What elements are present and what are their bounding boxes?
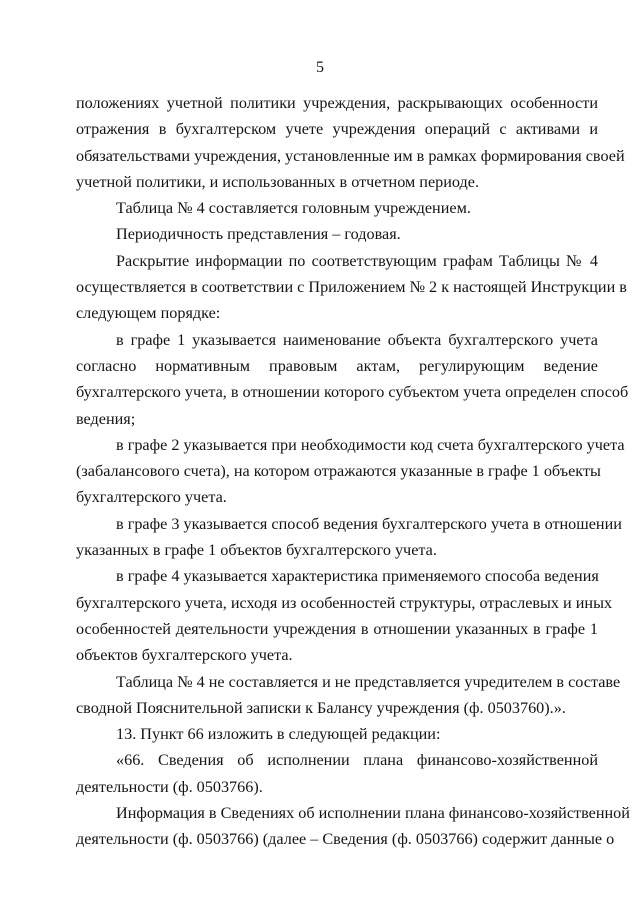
text-line: (забалансового счета), на котором отражаются указанные в графе 1 объекты <box>76 462 601 481</box>
text-line: в графе 2 указывается при необходимости код счета бухгалтерского учета <box>116 435 625 454</box>
text-line: в графе 4 указывается характеристика применяемого способа ведения <box>116 567 599 586</box>
text-line: Раскрытие информации по соответствующим графам Таблицы № 4 <box>116 251 598 270</box>
text-line: Периодичность представления – годовая. <box>116 225 401 244</box>
text-line: осуществляется в соответствии с Приложением № 2 к настоящей Инструкции в <box>76 278 627 297</box>
text-line: бухгалтерского учета, в отношении которого субъектом учета определен способ <box>76 383 629 402</box>
page-number: 5 <box>316 59 324 76</box>
text-line: в графе 1 указывается наименование объекта бухгалтерского учета <box>116 330 598 349</box>
text-line: учетной политики, и использованных в отчетном периоде. <box>76 172 479 191</box>
text-line: деятельности (ф. 0503766). <box>76 777 263 796</box>
text-line: бухгалтерского учета, исходя из особенностей структуры, отраслевых и иных <box>76 593 613 612</box>
body-text <box>76 92 630 855</box>
text-line: «66. Сведения об исполнении плана финансово-хозяйственной <box>116 751 598 770</box>
text-line: Информация в Сведениях об исполнении плана финансово-хозяйственной <box>116 804 630 823</box>
text-line: обязательствами учреждения, установленные им в рамках формирования своей <box>76 146 625 165</box>
text-line: указанных в графе 1 объектов бухгалтерского учета. <box>76 541 437 560</box>
text-line: Таблица № 4 составляется головным учреждением. <box>116 199 471 218</box>
text-line: отражения в бухгалтерском учете учреждения операций с активами и <box>76 120 598 139</box>
text-line: согласно нормативным правовым актам, регулирующим ведение <box>76 356 598 375</box>
text-line: деятельности (ф. 0503766) (далее – Сведения (ф. 0503766) содержит данные о <box>76 830 615 849</box>
text-line: особенностей деятельности учреждения в отношении указанных в графе 1 <box>76 619 598 638</box>
text-line: бухгалтерского учета. <box>76 488 227 507</box>
text-line: Таблица № 4 не составляется и не представляется учредителем в составе <box>116 672 621 691</box>
text-line: объектов бухгалтерского учета. <box>76 646 293 665</box>
text-line: 13. Пункт 66 изложить в следующей редакции: <box>116 725 441 744</box>
text-line: сводной Пояснительной записки к Балансу учреждения (ф. 0503760).». <box>76 698 566 717</box>
text-line: ведения; <box>76 409 136 428</box>
text-line: следующем порядке: <box>76 304 221 323</box>
text-line: в графе 3 указывается способ ведения бухгалтерского учета в отношении <box>116 514 622 533</box>
text-line: положениях учетной политики учреждения, раскрывающих особенности <box>76 94 598 112</box>
